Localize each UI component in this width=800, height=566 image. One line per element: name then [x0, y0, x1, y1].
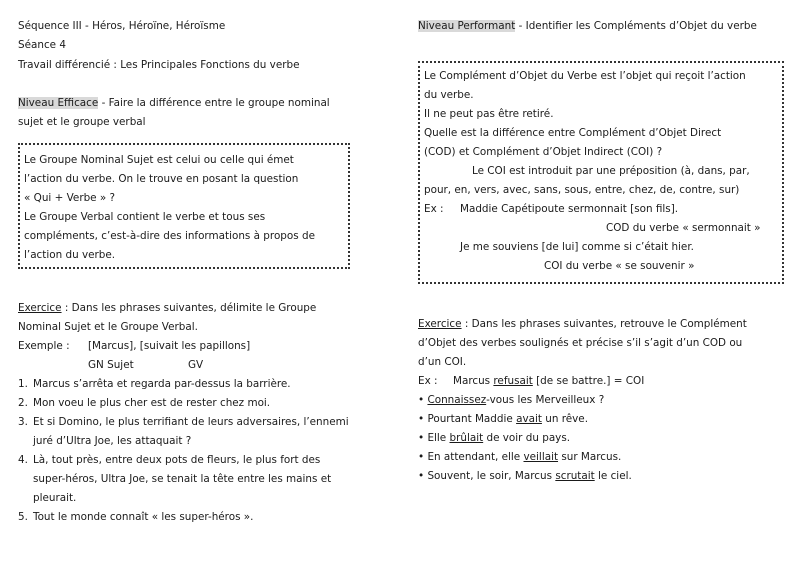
item-after: un rêve.: [541, 413, 588, 425]
bullet-item: [418, 393, 604, 407]
item-after: le ciel.: [594, 470, 632, 482]
level-performant-label: Niveau Performant: [418, 20, 516, 32]
bullet-item: [418, 469, 632, 483]
box-ex1-note: COD du verbe « sermonnait »: [606, 222, 761, 234]
exercise-left-line1: [18, 301, 316, 315]
definition-box-right: [418, 61, 784, 284]
level-efficace-label: Niveau Efficace: [18, 97, 99, 109]
example-text: [Marcus], [suivait les papillons]: [88, 340, 251, 352]
exercise-instruction: : Dans les phrases suivantes, délimite le Groupe: [61, 302, 317, 314]
item-before: Souvent, le soir, Marcus: [427, 470, 556, 482]
definition-box-left: [18, 143, 350, 269]
box-line: (COD) et Complément d’Objet Indirect (COI) ?: [424, 146, 663, 158]
level-performant-text: - Identifier les Compléments d’Objet du verbe: [515, 20, 757, 32]
box-line: compléments, c’est-à-dire des informations à propos de: [24, 230, 315, 242]
item-after: de voir du pays.: [483, 432, 571, 444]
exercise-left-line2: Nominal Sujet et le Groupe Verbal.: [18, 321, 198, 333]
box-ex-label: Ex :: [424, 203, 444, 215]
bullet-item: [418, 431, 570, 445]
session-title: Séance 4: [18, 39, 66, 51]
ex-verb: refusait: [493, 375, 533, 387]
item-text-cont: super-héros, Ultra Joe, se tenait la tête entre les mains et: [33, 473, 332, 485]
item-text: Et si Domino, le plus terrifiant de leurs adversaires, l’ennemi: [33, 416, 349, 428]
box-line: du verbe.: [424, 89, 474, 101]
box-ex2-note: COI du verbe « se souvenir »: [544, 260, 695, 272]
list-item: [18, 396, 270, 410]
item-number: 2.: [18, 397, 28, 409]
item-before: Elle: [427, 432, 450, 444]
bullet-icon: •: [418, 413, 425, 425]
bullet-icon: •: [418, 394, 425, 406]
item-number: 3.: [18, 416, 28, 428]
ex-label: Ex :: [418, 375, 438, 387]
box-line: Le COI est introduit par une préposition (à, dans, par,: [472, 165, 750, 177]
level-performant-line: [418, 19, 757, 33]
list-item: [18, 453, 320, 467]
ex-after: [de se battre.] = COI: [532, 375, 645, 387]
exercise-label: Exercice: [18, 302, 62, 314]
item-number: 4.: [18, 454, 28, 466]
box-line: Le Groupe Nominal Sujet est celui ou celle qui émet: [24, 154, 294, 166]
box-line: pour, en, vers, avec, sans, sous, entre, chez, de, contre, sur): [424, 184, 740, 196]
underlined-verb: avait: [516, 413, 542, 425]
item-text-cont: pleurait.: [33, 492, 77, 504]
item-text-cont: juré d’Ultra Joe, les attaquait ?: [33, 435, 192, 447]
item-before: En attendant, elle: [427, 451, 524, 463]
exercise-label: Exercice: [418, 318, 462, 330]
list-item: [18, 510, 253, 524]
exercise-right-line1: [418, 317, 747, 331]
bullet-icon: •: [418, 470, 425, 482]
box-line: l’action du verbe.: [24, 249, 116, 261]
ex-before: Marcus: [453, 375, 494, 387]
item-after: sur Marcus.: [558, 451, 622, 463]
sequence-title: Séquence III - Héros, Héroïne, Héroïsme: [18, 20, 226, 32]
work-title: Travail différencié : Les Principales Fonctions du verbe: [18, 59, 300, 71]
bullet-icon: •: [418, 432, 425, 444]
exercise-right-example: [418, 374, 644, 388]
underlined-verb: scrutait: [555, 470, 595, 482]
exercise-instruction: : Dans les phrases suivantes, retrouve le Complément: [461, 318, 747, 330]
list-item: [18, 415, 349, 429]
bullet-icon: •: [418, 451, 425, 463]
item-number: 5.: [18, 511, 28, 523]
item-text: Tout le monde connaît « les super-héros ».: [33, 511, 254, 523]
box-ex2-text: Je me souviens [de lui] comme si c’était hier.: [460, 241, 694, 253]
list-item: [18, 377, 291, 391]
underlined-verb: veillait: [523, 451, 559, 463]
underlined-verb: Connaissez: [427, 394, 487, 406]
example-line: [18, 339, 250, 353]
box-line: « Qui + Verbe » ?: [24, 192, 116, 204]
box-line: l’action du verbe. On le trouve en posant la question: [24, 173, 299, 185]
level-efficace-text: - Faire la différence entre le groupe nominal: [98, 97, 330, 109]
box-example-1: [424, 202, 678, 216]
level-efficace-line: [18, 96, 330, 110]
item-before: Pourtant Maddie: [427, 413, 517, 425]
item-after: -vous les Merveilleux ?: [486, 394, 605, 406]
bullet-item: [418, 412, 588, 426]
exercise-right-line3: d’un COI.: [418, 356, 467, 368]
box-line: Quelle est la différence entre Complément d’Objet Direct: [424, 127, 722, 139]
level-efficace-line2: sujet et le groupe verbal: [18, 116, 146, 128]
box-line: Le Complément d’Objet du Verbe est l’objet qui reçoit l’action: [424, 70, 746, 82]
box-line: Il ne peut pas être retiré.: [424, 108, 554, 120]
underlined-verb: brûlait: [449, 432, 484, 444]
exercise-right-line2: d’Objet des verbes soulignés et précise s’il s’agit d’un COD ou: [418, 337, 743, 349]
box-line: Le Groupe Verbal contient le verbe et tous ses: [24, 211, 266, 223]
item-text: Mon voeu le plus cher est de rester chez moi.: [33, 397, 271, 409]
item-number: 1.: [18, 378, 28, 390]
bullet-item: [418, 450, 621, 464]
example-label: Exemple :: [18, 340, 70, 352]
item-text: Marcus s’arrêta et regarda par-dessus la barrière.: [33, 378, 291, 390]
item-text: Là, tout près, entre deux pots de fleurs, le plus fort des: [33, 454, 321, 466]
gv-label: GV: [188, 359, 204, 371]
gn-sujet-label: GN Sujet: [88, 359, 134, 371]
box-ex1-text: Maddie Capétipoute sermonnait [son fils].: [460, 203, 679, 215]
